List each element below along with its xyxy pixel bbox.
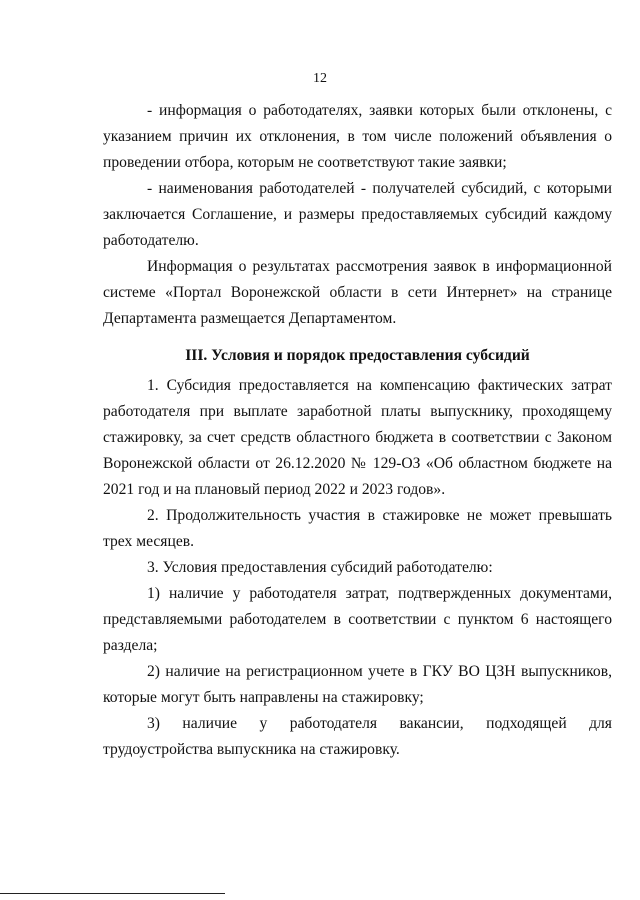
paragraph-condition-2: 2) наличие на регистрационном учете в ГКУ ВО ЦЗН выпускников, которые могут быть направлены на стажировку;: [103, 663, 612, 706]
paragraph-subsidy-recipients: - наименования работодателей - получателей субсидий, с которыми заключается Соглашение, и размеры предоставляемых субсидий каждому работодателю.: [103, 180, 612, 249]
paragraph-item-1: 1. Субсидия предоставляется на компенсацию фактических затрат работодателя при выплате заработной платы выпускнику, проходящему стажировку, за счет средств областного бюджета в соответствии с Законом Воронежской области от 26.12.2020 № 129-ОЗ «Об областном бюджете на 2021 год и на плановый период 2022 и 2023 годов».: [103, 377, 612, 498]
footer-divider: [0, 893, 225, 894]
paragraph-rejected-applications: - информация о работодателях, заявки которых были отклонены, с указанием причин их отклонения, в том числе положений объявления о проведении отбора, которым не соответствуют такие заявки;: [103, 102, 612, 171]
section-heading: III. Условия и порядок предоставления субсидий: [185, 347, 530, 364]
document-body: [103, 98, 612, 763]
paragraph-results-publication: Информация о результатах рассмотрения заявок в информационной системе «Портал Воронежской области в сети Интернет» на странице Департамента размещается Департаментом.: [103, 258, 612, 327]
page-number: 12: [313, 71, 327, 86]
paragraph-item-3: 3. Условия предоставления субсидий работодателю:: [147, 559, 493, 576]
paragraph-condition-1: 1) наличие у работодателя затрат, подтвержденных документами, представляемыми работодателем в соответствии с пунктом 6 настоящего раздела;: [103, 585, 612, 654]
paragraph-condition-3: 3) наличие у работодателя вакансии, подходящей для трудоустройства выпускника на стажировку.: [103, 715, 612, 758]
paragraph-item-2: 2. Продолжительность участия в стажировке не может превышать трех месяцев.: [103, 507, 612, 550]
